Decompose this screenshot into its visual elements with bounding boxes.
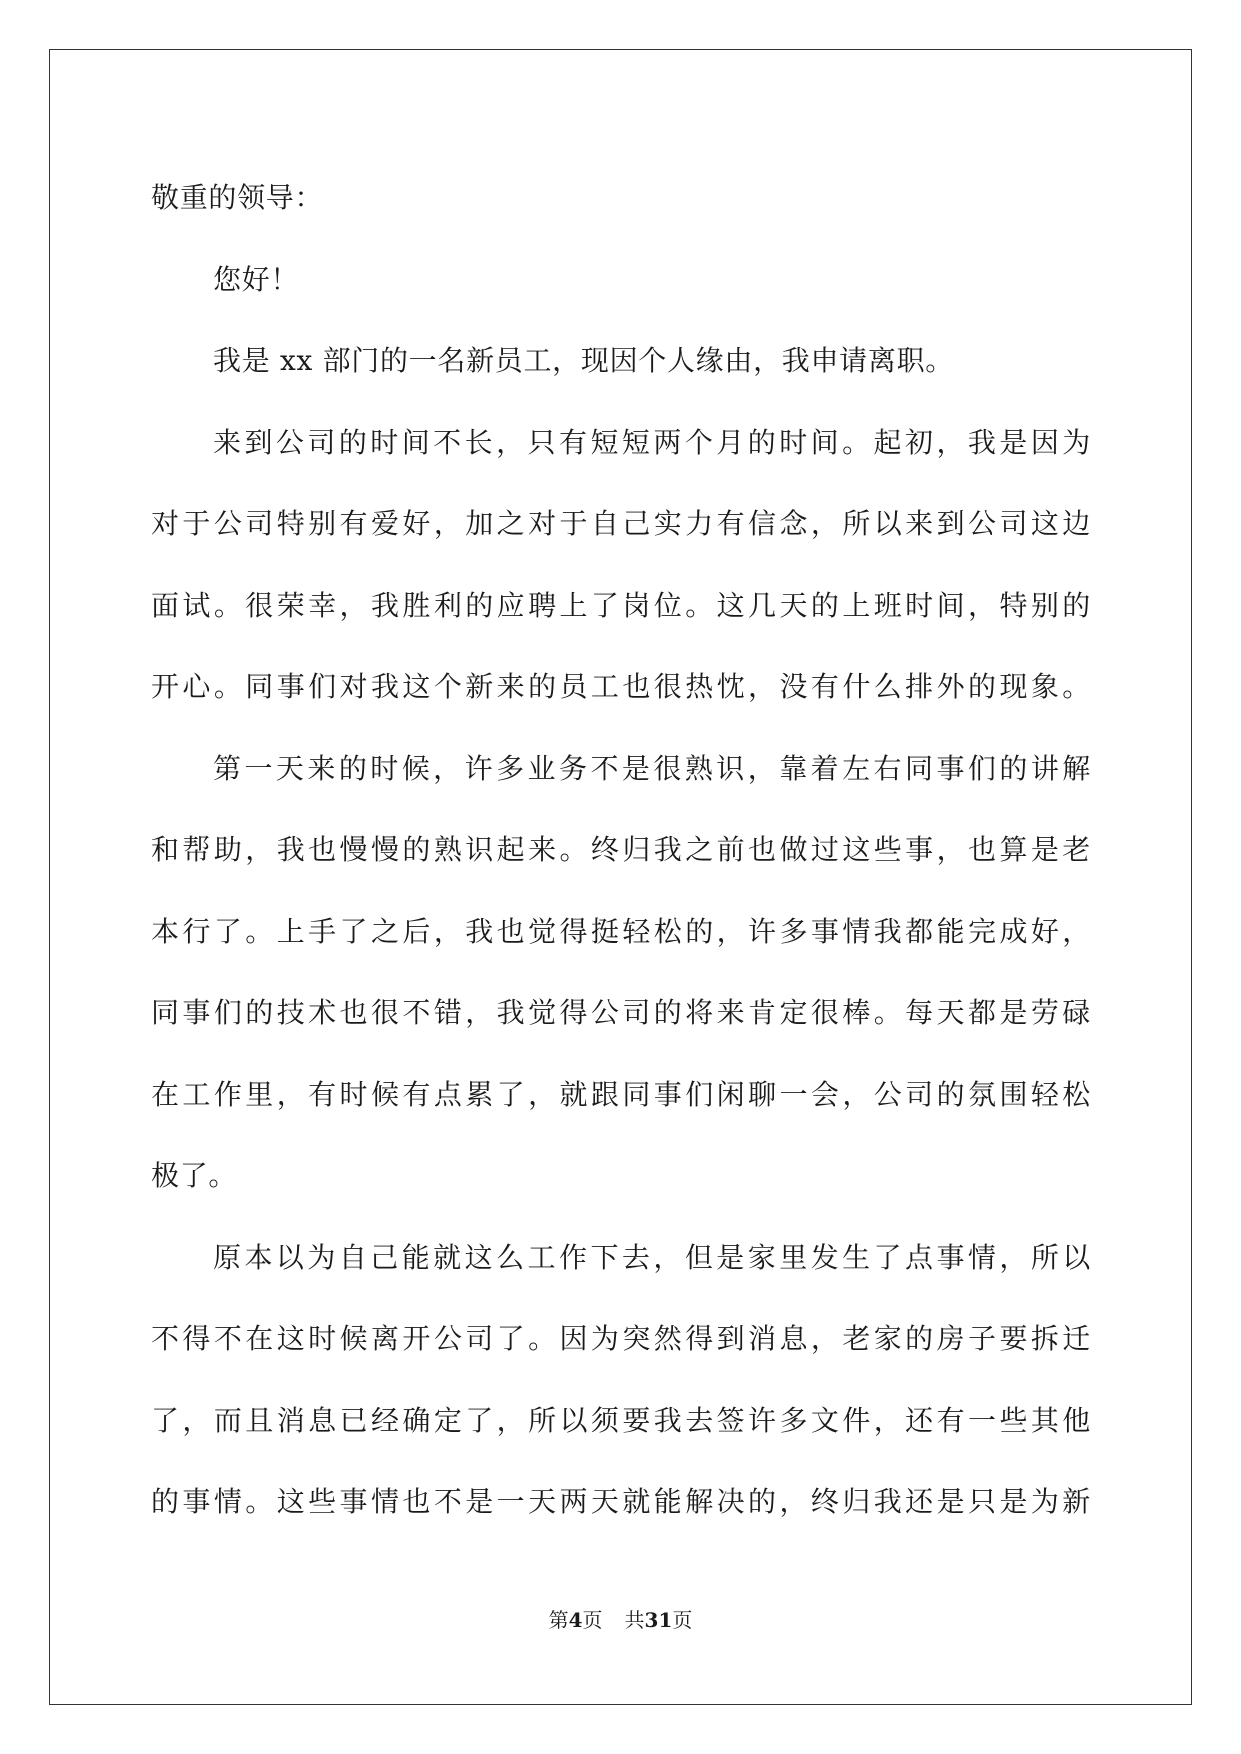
paragraph-line: 和帮助，我也慢慢的熟识起来。终归我之前也做过这些事，也算是老 (151, 833, 1091, 866)
page-footer (0, 1608, 1241, 1632)
paragraph-line: 来到公司的时间不长，只有短短两个月的时间。起初，我是因为 (213, 425, 1091, 459)
page-number: 4 (568, 1608, 583, 1632)
paragraph-line: 对于公司特别有爱好，加之对于自己实力有信念，所以来到公司这边 (151, 507, 1091, 540)
paragraph-line: 同事们的技术也很不错，我觉得公司的将来肯定很棒。每天都是劳碌 (151, 996, 1091, 1029)
letter-body (151, 157, 1091, 1543)
paragraph-line: 在工作里，有时候有点累了，就跟同事们闲聊一会，公司的氛围轻松 (151, 1077, 1091, 1111)
paragraph-line: 了，而且消息已经确定了，所以须要我去签许多文件，还有一些其他 (151, 1403, 1091, 1437)
paragraph-line: 不得不在这时候离开公司了。因为突然得到消息，老家的房子要拆迁 (151, 1322, 1091, 1355)
paragraph-line: 的事情。这些事情也不是一天两天就能解决的，终归我还是只是为新 (151, 1485, 1091, 1518)
salutation-line: 敬重的领导： (151, 181, 324, 214)
paragraph-line: 本行了。上手了之后，我也觉得挺轻松的，许多事情我都能完成好， (151, 914, 1091, 948)
greeting-line: 您好！ (213, 262, 300, 296)
paragraph-line: 原本以为自己能就这么工作下去，但是家里发生了点事情，所以 (213, 1240, 1091, 1274)
paragraph-line: 面试。很荣幸，我胜利的应聘上了岗位。这几天的上班时间，特别的 (151, 588, 1091, 622)
paragraph-line: 我是 xx 部门的一名新员工，现因个人缘由，我申请离职。 (213, 344, 954, 377)
paragraph-line: 开心。同事们对我这个新来的员工也很热忱，没有什么排外的现象。 (151, 670, 1091, 703)
total-pages: 31 (644, 1608, 673, 1632)
page-prefix: 第 (548, 1608, 569, 1632)
paragraph-line: 第一天来的时候，许多业务不是很熟识，靠着左右同事们的讲解 (213, 751, 1091, 785)
paragraph-line: 极了。 (151, 1159, 238, 1192)
page-suffix: 页 (582, 1608, 603, 1632)
total-prefix: 共 (624, 1608, 645, 1632)
total-suffix: 页 (672, 1608, 693, 1632)
